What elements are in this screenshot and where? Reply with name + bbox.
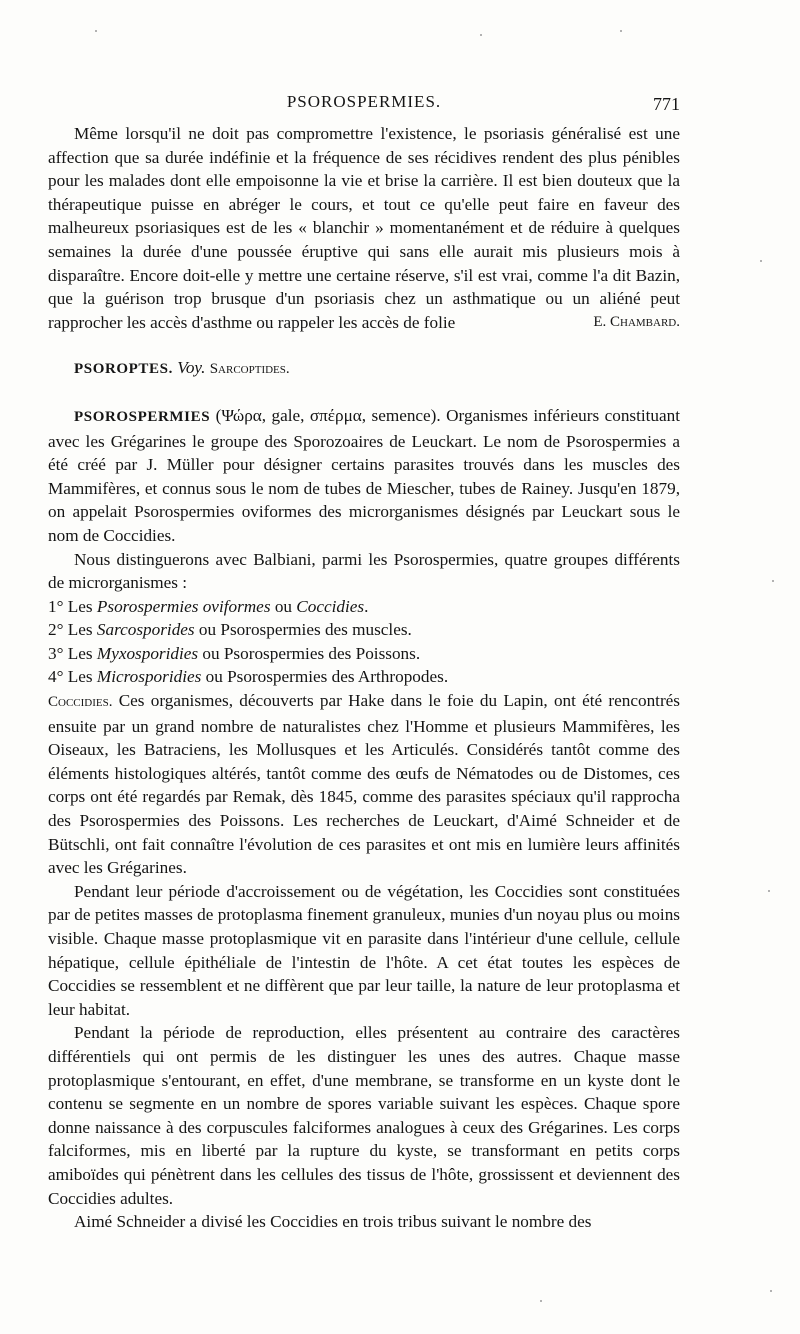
- groups-intro-paragraph: Nous distinguerons avec Balbiani, parmi les Psorospermies, quatre groupes différents de microrganismes :: [48, 549, 680, 593]
- running-head: [48, 92, 680, 118]
- group-end-punctuation: .: [443, 667, 449, 687]
- group-end-punctuation: .: [364, 596, 369, 616]
- voy-label: Voy.: [177, 358, 206, 378]
- group-name: Psorospermies oviformes: [96, 596, 271, 616]
- psorospermies-intro-text: Organismes inférieurs constituant avec les Grégarines le groupe des Sporozoaires de Leuckart. Le nom de Psorospermies a été créé par J. Müller pour désigner certains parasites trouvés dans les muscles des Mammifères, et connus sous le nom de tubes de Miescher, tubes de Rainey. Jusqu'en 1879, on appelait Psorospermies oviformes des microrganismes désignés par Leuckart sous le nom de Coccidies.: [48, 405, 681, 545]
- coccidies-label: Coccidies.: [48, 694, 113, 711]
- scan-speck: [540, 1300, 542, 1302]
- group-article: Les: [67, 643, 93, 663]
- author-signature: E. Chambard.: [593, 313, 680, 330]
- psoriasis-conclusion-paragraph: [48, 122, 680, 334]
- group-name: Microsporidies: [96, 667, 202, 687]
- group-alternate-name: Psorospermies des Arthropodes: [227, 667, 444, 687]
- scan-speck: [620, 30, 622, 32]
- body-paragraph: Pendant la période de reproduction, elles présentent au contraire des caractères différentiels qui ont permis de les distinguer les unes des autres. Chaque masse protoplasmique s'entourant, en effet, d'une membrane, se transforme en un kyste dont le contenu se segmente en un nombre de spores variable suivant les espèces. Chaque spore donne naissance à des corpuscules falciformes analogues à ceux des Grégarines. Les corps falciformes, mis en liberté par la rupture du kyste, se transformant en petits corps amiboïdes qui pénètrent dans les cellules des tissus de l'hôte, grossissent et deviennent des Coccidies adultes.: [48, 1023, 680, 1208]
- psorospermies-intro-paragraph: [48, 404, 680, 548]
- group-list-item: [48, 595, 680, 619]
- body-paragraph: Pendant leur période d'accroissement ou de végétation, les Coccidies sont constituées par de petites masses de protoplasma finement granuleux, munies d'un noyau plus ou moins visible. Chaque masse protoplasmique vit en parasite dans l'intérieur d'une cellule, cellule hépatique, cellule épithéliale de l'intestin de l'hôte. A cet état toutes les espèces de Coccidies se ressemblent et ne diffèrent que par leur taille, la nature de leur protoplasma et leur habitat.: [48, 881, 680, 1019]
- group-alternate-name: Psorospermies des muscles: [220, 620, 408, 640]
- coccidies-text: Ces organismes, découverts par Hake dans le foie du Lapin, ont été rencontrés ensuite par un grand nombre de naturalistes chez l'Homme et plusieurs Mammifères, les Oiseaux, les Batraciens, les Mollusques et les Articulés. Considérés tantôt comme des éléments histologiques altérés, tantôt comme des œufs de Nématodes ou de Distomes, ces corps ont été regardés par Remak, dès 1845, comme des parasites spéciaux qu'il rapprocha des Psorospermies des Poissons. Les recherches de Leuckart, d'Aimé Schneider et de Bütschli, ont fait connaître l'évolution de ces parasites et ont mis en lumière leurs affinités avec les Grégarines.: [48, 691, 680, 878]
- group-alternate-name: Coccidies: [296, 596, 365, 616]
- scan-speck: [770, 1290, 772, 1292]
- group-separator: ou: [205, 667, 223, 687]
- etymology: (Ψώρα, gale, σπέρμα, semence).: [215, 405, 441, 425]
- psoroptes-heading: PSOROPTES.: [74, 361, 173, 378]
- group-name: Sarcosporides: [96, 620, 195, 640]
- group-separator: ou: [274, 596, 292, 616]
- group-list-item: [48, 665, 680, 689]
- body-paragraph: Aimé Schneider a divisé les Coccidies en trois tribus suivant le nombre des: [74, 1212, 592, 1232]
- page-number: 771: [653, 94, 680, 114]
- cross-reference: Sarcoptides.: [209, 361, 290, 378]
- scan-speck: [480, 34, 482, 36]
- group-end-punctuation: .: [415, 643, 421, 663]
- group-name: Myxosporidies: [96, 643, 199, 663]
- group-article: Les: [67, 596, 93, 616]
- scan-speck: [772, 580, 774, 582]
- article-body: [48, 122, 680, 1234]
- group-separator: ou: [198, 620, 217, 640]
- group-separator: ou: [202, 643, 220, 663]
- scan-speck: [768, 890, 770, 892]
- section-gap: [48, 382, 680, 404]
- psoroptes-entry: [48, 356, 680, 382]
- coccidies-paragraph: [48, 689, 680, 880]
- group-number: 4°: [48, 667, 64, 687]
- group-article: Les: [67, 620, 93, 640]
- psoriasis-conclusion-text: Même lorsqu'il ne doit pas compromettre l'existence, le psoriasis généralisé est une affection que sa durée indéfinie et la fréquence de ses récidives rendent des plus pénibles pour les malades dont elle empoisonne la vie et brise la carrière. Il est bien douteux que la thérapeutique puisse en abréger le cours, et tout ce qu'elle peut faire en faveur des malheureux psoriasiques est de les « blanchir » momentanément et de réduire à quelques semaines la durée d'une poussée éruptive qui sans elle aurait mis plusieurs mois à disparaître. Encore doit-elle y mettre une certaine réserve, s'il est vrai, comme l'a dit Bazin, que la guérison trop brusque d'un psoriasis chez un asthmatique ou un aliéné peut rapprocher les accès d'asthme ou rappeler les accès de folie: [48, 124, 680, 332]
- running-title: PSOROSPERMIES.: [286, 92, 442, 111]
- group-alternate-name: Psorospermies des Poissons: [223, 643, 416, 663]
- group-article: Les: [67, 667, 93, 687]
- group-end-punctuation: .: [407, 620, 412, 640]
- scan-speck: [760, 260, 762, 262]
- scan-speck: [95, 30, 97, 32]
- group-number: 1°: [48, 596, 64, 616]
- group-number: 3°: [48, 643, 64, 663]
- group-number: 2°: [48, 620, 64, 640]
- psorospermies-heading: PSOROSPERMIES: [74, 408, 211, 425]
- group-list-item: [48, 618, 680, 642]
- group-list-item: [48, 642, 680, 666]
- section-gap: [48, 334, 680, 356]
